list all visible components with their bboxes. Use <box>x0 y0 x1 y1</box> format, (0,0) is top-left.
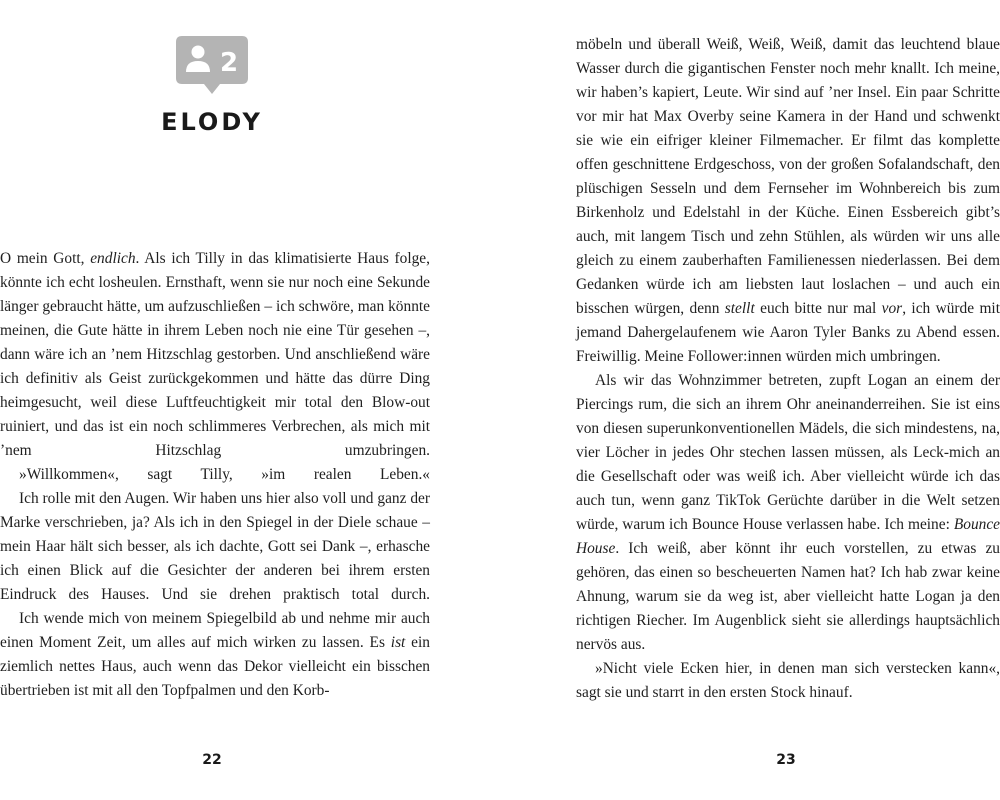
chapter-badge-number: 2 <box>219 48 239 78</box>
chat-bubble-user-icon <box>176 36 248 96</box>
page-number-right: 23 <box>776 752 796 768</box>
text-segment: euch bitte nur mal <box>754 300 882 317</box>
emphasis-text: ist <box>390 634 406 651</box>
text-segment: Ich rolle mit den Augen. Wir haben uns hier also voll und ganz der Marke verschrieben, ja? Als ich in den Spiegel in der Diele schaue – mein Haar hält sich besser, als ich dachte, Gott sei Dank –, erhasche ich einen Blick auf die Gesichter der anderen bei ihrem ersten Eindruck des Hauses. Und sie drehen praktisch total durch. <box>0 490 430 603</box>
left-page <box>0 0 430 800</box>
text-segment: ein ziemlich nettes Haus, auch wenn das Dekor vielleicht ein bisschen übertrieben ist mit all den Topfpalmen und den Korb- <box>0 634 430 699</box>
right-page <box>576 0 1000 800</box>
text-segment: Ich wende mich von meinem Spiegelbild ab und nehme mir auch einen Moment Zeit, um alles auf mich wirken zu lassen. Es <box>0 610 430 651</box>
paragraph <box>576 33 1000 369</box>
emphasis-text: vor <box>881 300 903 317</box>
text-segment: Als wir das Wohnzimmer betreten, zupft Logan an einem der Piercings rum, die sich an ihrem Ohr aneinanderreihen. Sie ist eins von diesen superunkonventionellen Mädels, die sich mindestens, na, vier Löcher in jedes Ohr stechen lassen müssen, als Leck-mich an die Gesellschaft oder was weiß ich. Aber vielleicht würde ich das auch tun, wenn ganz TikTok Gerüchte darüber in die Welt setzen würde, warum ich Bounce House verlassen habe. Ich meine: <box>576 372 1000 533</box>
paragraph <box>0 607 430 703</box>
left-page-text <box>0 247 430 703</box>
text-segment: . Als ich Tilly in das klimatisierte Haus folge, könnte ich echt losheulen. Ernsthaft, wenn sie nur noch eine Sekunde länger gebraucht hätte, um aufzuschließen – ich schwöre, man könnte meinen, die Gute hätte in ihrem Leben noch nie eine Tür gesehen –, dann wäre ich an ’nem Hitzschlag gestorben. Und anschließend wäre ich definitiv als Geist zurückgekommen und hätte das dürre Ding heimgesucht, weil diese Luftfeuchtigkeit mir total den Blow-out ruiniert, und das ist ein noch schlimmeres Verbrechen, als mich mit ’nem Hitzschlag umzubringen. <box>0 250 430 459</box>
text-segment: , ich würde mit jemand Dahergelaufenem wie Aaron Tyler Banks zu Abend essen. Freiwillig. Meine Follower:innen würden mich umbringen. <box>576 300 1000 365</box>
text-segment: . Ich weiß, aber könnt ihr euch vorstellen, zu etwas zu gehören, das einen so bescheuerten Namen hat? Ich hab zwar keine Ahnung, warum sie da weg ist, aber vielleicht hatte Logan ja den richtigen Riecher. Im Augenblick sieht sie allerdings hauptsächlich nervös aus. <box>576 540 1000 653</box>
right-page-text <box>576 33 1000 705</box>
text-segment: O mein Gott, <box>0 250 91 267</box>
paragraph <box>0 487 430 607</box>
emphasis-text: Bounce House <box>576 516 1000 557</box>
emphasis-text: stellt <box>724 300 755 317</box>
emphasis-text: endlich <box>90 250 136 267</box>
text-segment: möbeln und überall Weiß, Weiß, Weiß, damit das leuchtend blaue Wasser durch die gigantischen Fenster noch mehr knallt. Ich meine, wir haben’s kapiert, Leute. Wir sind auf ’ner Insel. Ein paar Schritte vor mir hat Max Overby seine Kamera in der Hand und schwenkt sie wie ein eifriger kleiner Filmemacher. Er filmt das komplette offen geschnittene Erdgeschoss, von der großen Sofalandschaft, den plüschigen Sesseln und dem Fernseher im Wohnbereich bis zum Birkenholz und Edelstahl in der Küche. Einen Essbereich gibt’s auch, mit langem Tisch und zehn Stühlen, als würden wir uns alle gleich zu einem zauberhaften Familienessen niederlassen. Bei dem Gedanken würde ich am liebsten laut loslachen – und auch ein bisschen würgen, denn <box>576 36 1000 317</box>
paragraph <box>576 657 1000 705</box>
chapter-title: ELODY <box>161 108 263 136</box>
text-segment: »Nicht viele Ecken hier, in denen man sich verstecken kann«, sagt sie und starrt in den ersten Stock hinauf. <box>576 660 1000 701</box>
paragraph <box>0 463 430 487</box>
paragraph <box>0 247 430 463</box>
page-number-left: 22 <box>202 752 222 768</box>
paragraph <box>576 369 1000 657</box>
text-segment: »Willkommen«, sagt Tilly, »im realen Leben.« <box>19 466 430 483</box>
